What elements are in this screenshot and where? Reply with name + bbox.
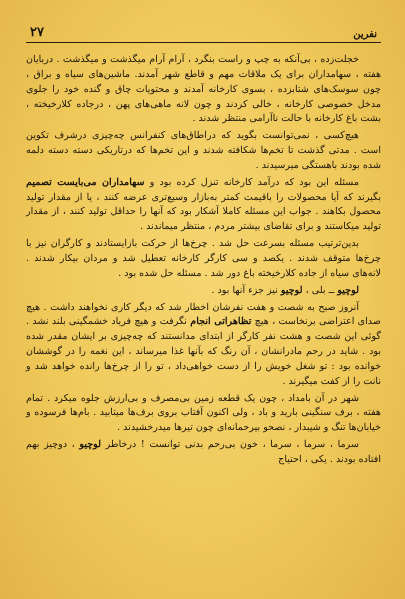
paragraph: سرما ، سرما ، سرما ، خون بی‌رحم بدنی توانست ! درخاطر لوچیو ، دوچیز بهم افتاده بودند . یکی ، احتیاج (26, 439, 381, 465)
paragraph: شهر در آن بامداد ، چون یک قطعه زمین بی‌مصرف و بی‌ارزش جلوه میکرد . تمام هفته ، برف سنگینی بارید و باد ، ولی اکنون آفتاب بروی برف‌ها میتابید . بام‌ها فرسوده و خیابان‌ها تنگ و شیبدار ، نصحو بیرحمانه‌ای چون تیرها میدرخشیدند . (26, 392, 381, 434)
paragraph: آنروز صبح به شصت و هفت نفرشان اخطار شد که دیگر کاری نخواهند داشت . هیچ صدای اعتراضی برنخاست ، هیچ تظاهراتی انجام نگرفت و هیچ فریاد خشمگینی بلند نشد . گوئی این شصت و هشت نفر کارگر از ابتدای مدانستند که چه‌چیزی بر ایشان مقدر شده بود . شاید در رحم مادرانشان ، آن رنگ که بآنها غذا میرساند ، این نغمه را در گوششان خوانده بود : تو شغل خویش را از دست خواهی‌داد ، تو را از چرخ‌ها رانده خواهد شد و نانت را از کفت میگیرند . (26, 301, 381, 387)
paragraph: هیچ‌کسی ، نمی‌توانست بگوید که دراطاق‌های کنفرانس چه‌چیزی درشرف تکوین است . مدتی گذشت تا تخم‌ها شکافته شدند و این تخم‌ها که درتاریکی دسته دسته دلمه شده بودند باهستگی میرسیدند . (26, 130, 381, 171)
running-title: نفرین (353, 29, 377, 40)
paragraph: لوچیو ــ بلی ، لوچیو نیز جزء آنها بود . (211, 284, 359, 296)
paragraph: بدین‌ترتیب مسئله بسرعت حل شد . چرخ‌ها از حرکت بازایستادند و کارگران نیز با چرخ‌ها متوقف شدند . یکصد و سی کارگر کارخانه تعطیل شد و مردان بیکار شدند . لانه‌های سیاه از جاده کلارخیخته باغ دور شد . مسئله حل شده بود . (26, 238, 381, 279)
page-body-text (26, 53, 381, 468)
page-number: ۲۷ (30, 25, 44, 40)
page-header (26, 22, 381, 43)
paragraph: مسئله این بود که درآمد کارخانه تنزل کرده بود و سهامداران می‌بایست تصمیم بگیرند که آیا محصولات را باقیمت کمتر به‌بازار وسیع‌تری عرضه کنند ، یا از مقدار تولید محصول بکاهند . جواب این مسئله کاملا آشکار بود که آنها را حداقل تولید کنند ، از مقدار تولید میکاستند و برای تقاضای بیشتر مردم ، منتظر میماندند . (26, 176, 381, 233)
paragraph: خجلت‌زده ، بی‌آنکه به چپ و راست بنگرد ، آرام آرام میگذشت و میگذشت . دربایان هفته ، سهامداران برای یک ملاقات مهم و قاطع شهر آمدند. ماشین‌های سیاه و براق ، چون سوسک‌های شتابزده ، بسوی کارخانه آمدند و محتویات چاق و گنده خود را جلوی مدخل خصوصی کارخانه ، خالی کردند و چون لانه ماهی‌های پهن ، درجاده کلارخیخته ، بشت باغ کارخانه با حالت ناآرامی منتظر شدند . (26, 54, 381, 125)
